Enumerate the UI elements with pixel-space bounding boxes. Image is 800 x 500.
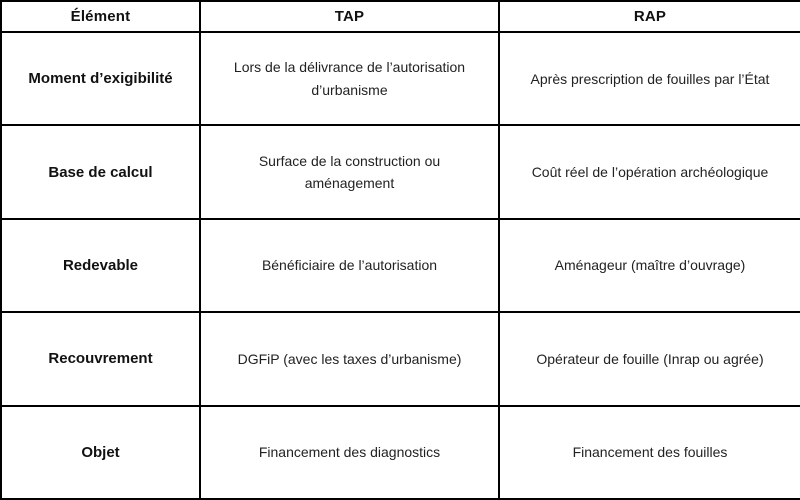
row-header-base-de-calcul: Base de calcul — [1, 125, 200, 218]
column-header-rap: RAP — [499, 1, 800, 32]
row-header-objet: Objet — [1, 406, 200, 499]
cell-rap-base: Coût réel de l’opération archéologique — [499, 125, 800, 218]
row-header-redevable: Redevable — [1, 219, 200, 312]
cell-tap-redevable: Bénéficiaire de l’autorisation — [200, 219, 499, 312]
row-header-recouvrement: Recouvrement — [1, 312, 200, 405]
cell-tap-base: Surface de la construction ou aménagement — [200, 125, 499, 218]
column-header-tap: TAP — [200, 1, 499, 32]
table-row — [1, 32, 800, 125]
cell-rap-redevable: Aménageur (maître d’ouvrage) — [499, 219, 800, 312]
cell-rap-moment: Après prescription de fouilles par l’État — [499, 32, 800, 125]
cell-tap-recouvrement: DGFiP (avec les taxes d’urbanisme) — [200, 312, 499, 405]
table-row — [1, 406, 800, 499]
cell-rap-recouvrement: Opérateur de fouille (Inrap ou agrée) — [499, 312, 800, 405]
table-row — [1, 312, 800, 405]
cell-tap-moment: Lors de la délivrance de l’autorisation d’urbanisme — [200, 32, 499, 125]
row-header-moment-exigibilite: Moment d’exigibilité — [1, 32, 200, 125]
table-row — [1, 125, 800, 218]
table-row — [1, 219, 800, 312]
column-header-element: Élément — [1, 1, 200, 32]
table-header-row — [1, 1, 800, 32]
cell-rap-objet: Financement des fouilles — [499, 406, 800, 499]
cell-tap-objet: Financement des diagnostics — [200, 406, 499, 499]
